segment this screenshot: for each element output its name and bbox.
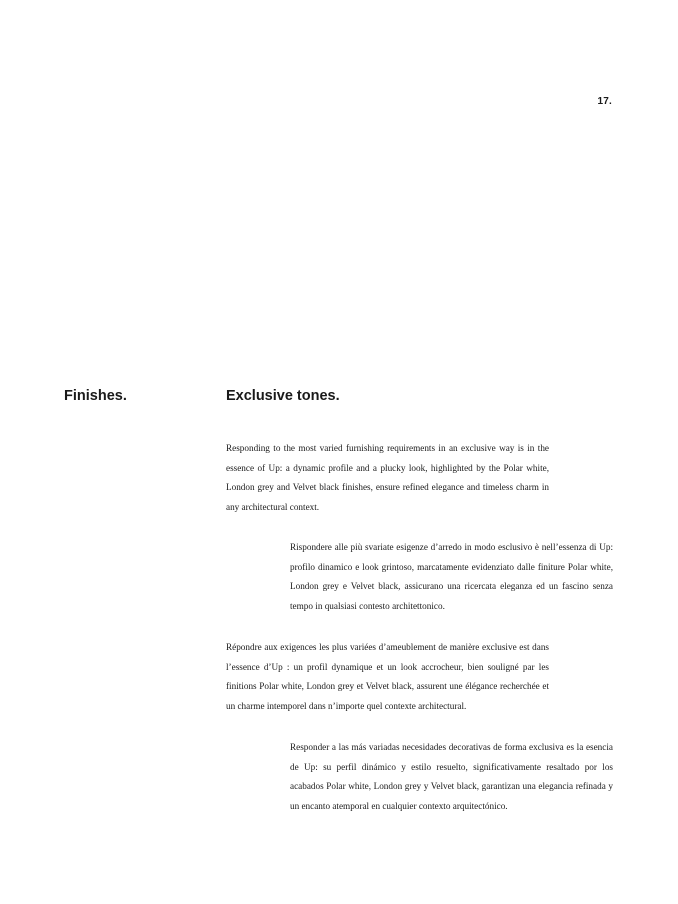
paragraph-english: Responding to the most varied furnishing requirements in an exclusive way is in the essence of Up: a dynamic profile and a plucky look, highlighted by the Polar white, London grey and Velvet black finishes, ensure refined elegance and timeless charm in any architectural context. — [226, 443, 549, 512]
paragraph-italian: Rispondere alle più svariate esigenze d’arredo in modo esclusivo è nell’essenza di Up: profilo dinamico e look grintoso, marcatamente evidenziato dalle finiture Polar white, London grey e Velvet black, assicurano una ricercata eleganza ed un fascino senza tempo in qualsiasi contesto architettonico. — [290, 542, 613, 611]
section-label: Finishes. — [64, 388, 127, 404]
paragraph-spanish: Responder a las más variadas necesidades decorativas de forma exclusiva es la esencia de Up: su perfil dinámico y estilo resuelto, significativamente resaltado por los acabados Polar white, London grey y Velvet black, garantizan una elegancia refinada y un encanto atemporal en cualquier contexto arquitectónico. — [290, 742, 613, 811]
section-title: Exclusive tones. — [226, 388, 340, 404]
page-number: 17. — [597, 96, 612, 107]
paragraph-french: Répondre aux exigences les plus variées d’ameublement de manière exclusive est dans l’essence d’Up : un profil dynamique et un look accrocheur, bien souligné par les finitions Polar white, London grey et Velvet black, assurent une élégance recherchée et un charme intemporel dans n’importe quel contexte architectural. — [226, 642, 549, 711]
